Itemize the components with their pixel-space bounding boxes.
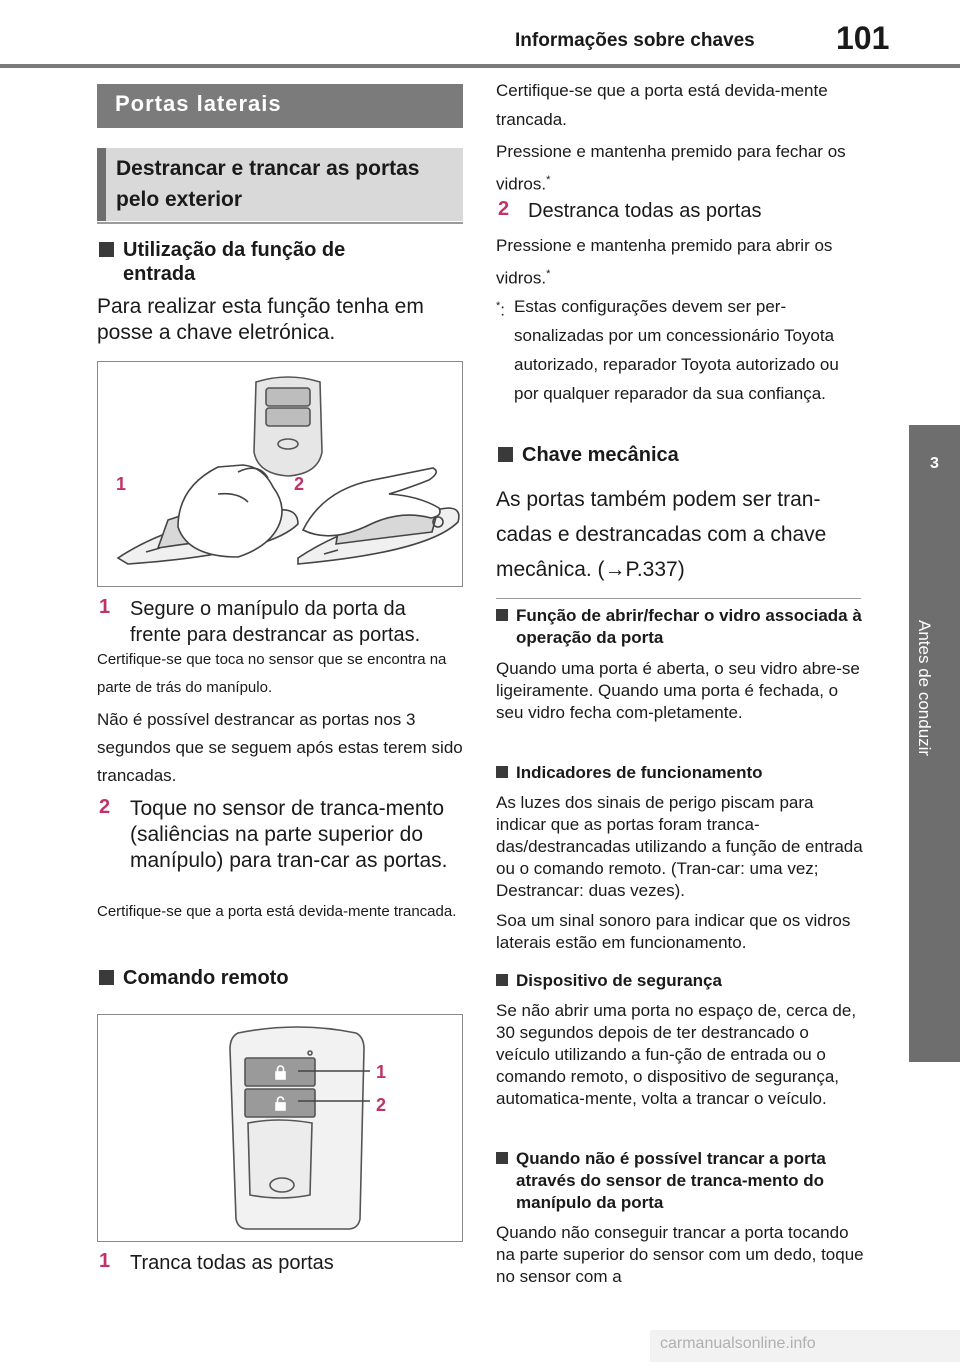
square-bullet-icon: [99, 242, 114, 257]
figure-label-1: 1: [116, 474, 127, 494]
note-heading-text: Indicadores de funcionamento: [516, 763, 763, 782]
step-note: Certifique-se que toca no sensor que se encontra na parte de trás do manípulo.: [97, 651, 447, 696]
hold-close-text: Pressione e mantenha premido para fechar os vidros.: [496, 142, 846, 194]
remote-figure: [97, 1014, 463, 1242]
mech-text: As portas também podem ser tran-cadas e destrancadas com a chave mecânica. (→P.337): [496, 488, 827, 581]
chapter-label: Antes de conduzir: [915, 620, 934, 757]
divider: [496, 598, 861, 599]
hold-open-text: Pressione e mantenha premido para abrir os vidros.: [496, 236, 833, 288]
section-title: Portas laterais: [115, 91, 282, 116]
square-bullet-icon: [498, 447, 513, 462]
mech-heading-text: Chave mecânica: [522, 444, 679, 466]
step-number: 2: [99, 796, 111, 818]
footnote-colon: :: [500, 300, 506, 320]
hold-close-note: [496, 137, 861, 199]
square-bullet-icon: [496, 974, 508, 986]
note-heading-text: Quando não é possível trancar a porta através do sensor de tranca-mento do manípulo da porta: [516, 1149, 826, 1212]
square-bullet-icon: [99, 970, 114, 985]
step-note: Certifique-se que a porta está devida-mente trancada.: [97, 903, 457, 920]
hold-open-note: [496, 231, 861, 293]
step-text: Tranca todas as portas: [130, 1252, 334, 1274]
entry-intro: Para realizar esta função tenha em posse a chave eletrónica.: [97, 295, 424, 344]
step-number: 1: [99, 596, 111, 618]
page-number: 101: [836, 20, 890, 56]
step-number: 2: [498, 198, 510, 220]
step-text: Destranca todas as portas: [528, 200, 762, 222]
square-bullet-icon: [496, 609, 508, 621]
footnote-text: Estas configurações devem ser per-sonalizadas por um concessionário Toyota autorizado, reparador Toyota autorizado ou por qualquer reparador da sua confiança.: [514, 297, 839, 403]
section-title-box: [97, 84, 463, 128]
chapter-tab-label-box: [909, 517, 960, 1062]
chapter-number: 3: [930, 455, 939, 472]
footer-watermark: carmanualsonline.info: [660, 1335, 816, 1352]
note-heading-text: Função de abrir/fechar o vidro associada à operação da porta: [516, 606, 862, 647]
remote-key-icon: [230, 1027, 364, 1229]
door-handle-illustration: [98, 362, 462, 586]
step-note: Não é possível destrancar as portas nos 3 segundos que se seguem após estas terem sido trancadas.: [97, 710, 463, 785]
note-heading-text: Dispositivo de segurança: [516, 971, 722, 990]
note-body: As luzes dos sinais de perigo piscam para indicar que as portas foram tranca-das/destrancadas utilizando a função de entrada ou o comando remoto. (Tran-car: uma vez; Destrancar: duas vezes).: [496, 793, 863, 900]
header-rule: [0, 64, 960, 68]
note-body: Soa um sinal sonoro para indicar que os vidros laterais estão em funcionamento.: [496, 911, 851, 952]
step-number: 1: [99, 1250, 111, 1272]
square-bullet-icon: [496, 1152, 508, 1164]
remote-key-illustration: [98, 1015, 462, 1241]
remote-heading-text: Comando remoto: [123, 967, 289, 989]
figure-label-2: 2: [376, 1095, 387, 1115]
figure-label-2: 2: [294, 474, 305, 494]
running-header: Informações sobre chaves: [515, 30, 755, 51]
hand-icon: [178, 465, 282, 557]
note-body: Quando uma porta é aberta, o seu vidro abre-se ligeiramente. Quando uma porta é fechada, o seu vidro fecha com-pletamente.: [496, 659, 860, 722]
square-bullet-icon: [496, 766, 508, 778]
asterisk-mark: *: [496, 300, 501, 312]
entry-figure: [97, 361, 463, 587]
subsection-title-box: [97, 148, 463, 221]
step-text: Segure o manípulo da porta da frente para destrancar as portas.: [130, 598, 421, 646]
entry-heading-text: Utilização da função de entrada: [123, 239, 346, 285]
subsection-rule: [97, 222, 463, 224]
asterisk-mark: *: [546, 174, 551, 186]
asterisk-mark: *: [546, 268, 551, 280]
smart-key-icon: [254, 377, 322, 476]
note-body: Quando não conseguir trancar a porta tocando na parte superior do sensor com um dedo, toque no sensor com a: [496, 1223, 864, 1286]
figure-label-1: 1: [376, 1062, 387, 1082]
note-body: Se não abrir uma porta no espaço de, cerca de, 30 segundos depois de ter destrancado o veículo utilizando a fun-ção de entrada ou o comando remoto, o dispositivo de segurança, automatica-mente, volta a trancar o veículo.: [496, 1001, 857, 1108]
subsection-title: Destrancar e trancar as portas pelo exterior: [116, 157, 420, 211]
footnote-marker: [496, 292, 505, 325]
step-text: Toque no sensor de tranca-mento (saliências na parte superior do manípulo) para tran-car as portas.: [130, 797, 448, 872]
step-note: Certifique-se que a porta está devida-mente trancada.: [496, 81, 828, 129]
